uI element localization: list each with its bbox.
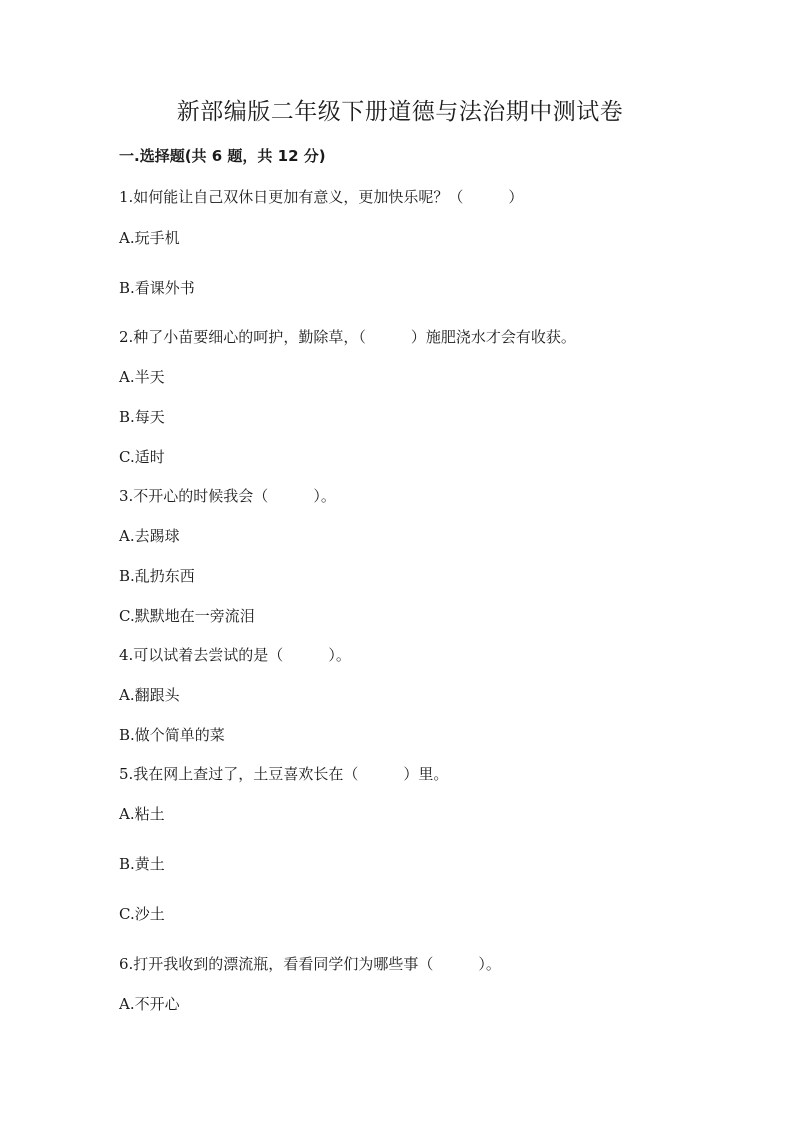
question-5-stem: 5.我在网上查过了，土豆喜欢长在（ ）里。 [119, 765, 449, 783]
question-4-option-b: B.做个简单的菜 [119, 726, 225, 744]
question-6-stem: 6.打开我收到的漂流瓶，看看同学们为哪些事（ ）。 [119, 955, 501, 973]
question-5-option-a: A.粘土 [119, 805, 165, 823]
section-heading: 一.选择题(共 6 题，共 12 分) [119, 147, 326, 165]
question-4-stem: 4.可以试着去尝试的是（ ）。 [119, 646, 351, 664]
question-1-option-b: B.看课外书 [119, 279, 195, 297]
question-3-option-b: B.乱扔东西 [119, 567, 195, 585]
question-5-option-b: B.黄土 [119, 855, 165, 873]
question-3-stem: 3.不开心的时候我会（ ）。 [119, 487, 336, 505]
question-6-option-a: A.不开心 [119, 995, 180, 1013]
question-2-option-b: B.每天 [119, 408, 165, 426]
question-2-option-c: C.适时 [119, 448, 165, 466]
question-4-option-a: A.翻跟头 [119, 686, 180, 704]
question-5-option-c: C.沙土 [119, 905, 165, 923]
question-2-option-a: A.半天 [119, 368, 165, 386]
question-1-option-a: A.玩手机 [119, 229, 180, 247]
question-3-option-a: A.去踢球 [119, 527, 180, 545]
question-1-stem: 1.如何能让自己双休日更加有意义，更加快乐呢？（ ） [119, 188, 524, 206]
question-2-stem: 2.种了小苗要细心的呵护，勤除草，（ ）施肥浇水才会有收获。 [119, 328, 576, 346]
question-3-option-c: C.默默地在一旁流泪 [119, 607, 255, 625]
page-title: 新部编版二年级下册道德与法治期中测试卷 [176, 99, 624, 125]
